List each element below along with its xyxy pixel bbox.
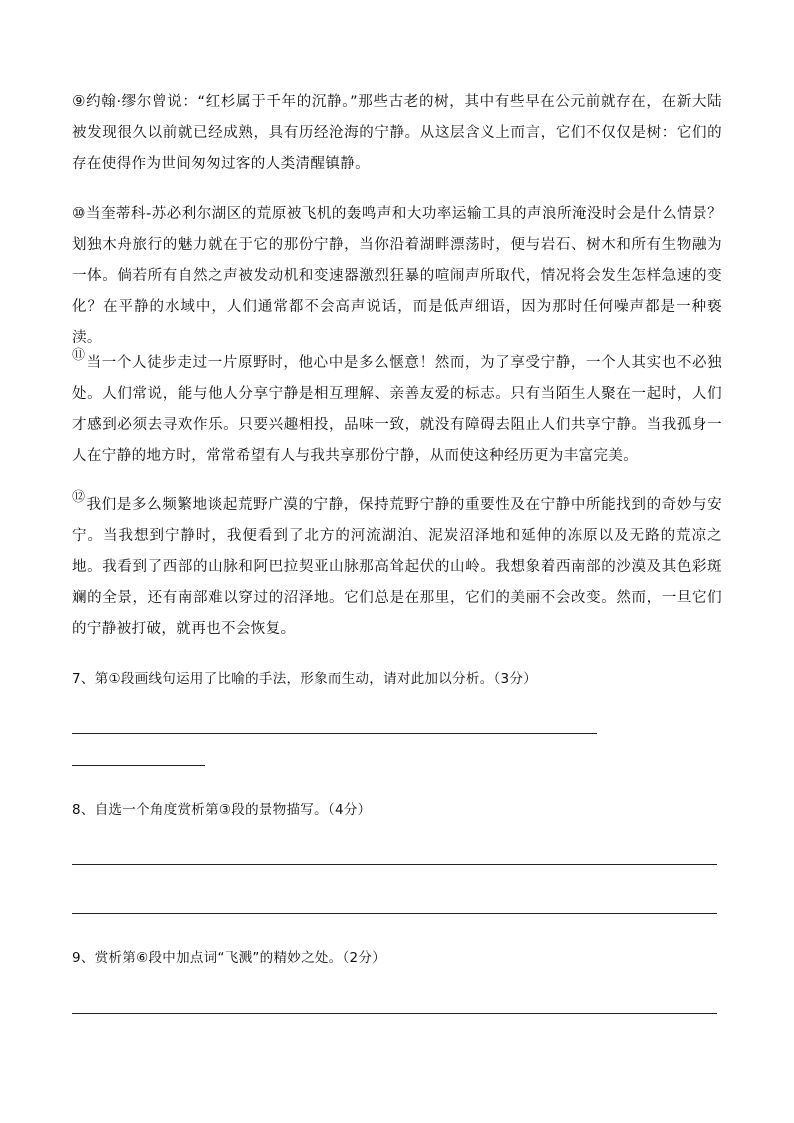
answer-line[interactable] bbox=[72, 765, 205, 766]
paragraph-text: 我们是多么频繁地谈起荒野广漠的宁静，保持荒野宁静的重要性及在宁静中所能找到的奇妙与安宁。当我想到宁静时，我便看到了北方的河流湖泊、泥炭沼泽地和延伸的冻原以及无路的荒凉之地。我看到了西部的山脉和阿巴拉契亚山脉那高耸起伏的山岭。我想象着西南部的沙漠及其色彩斑斓的全景，还有南部难以穿过的沼泽地。它们总是在那里，它们的美丽不会改变。然而，一旦它们的宁静被打破，就再也不会恢复。 bbox=[72, 497, 723, 637]
paragraph-marker: ⑩ bbox=[72, 204, 86, 222]
paragraph-marker: ⑪ bbox=[72, 348, 86, 363]
question-9: 9、赏析第⑥段中加点词“飞溅”的精妙之处。（2分） bbox=[72, 950, 387, 966]
paragraph-marker: ⑨ bbox=[72, 92, 87, 110]
paragraph-text: 当奎蒂科-苏必利尔湖区的荒原被飞机的轰鸣声和大功率运输工具的声浪所淹没时会是什么情景？划独木舟旅行的魅力就在于它的那份宁静，当你沿着湖畔漂荡时，便与岩石、树木和所有生物融为一体。倘若所有自然之声被发动机和变速器激烈狂暴的喧闹声所取代，情况将会发生怎样急速的变化？在平静的水域中，人们通常都不会高声说话，而是低声细语，因为那时任何噪声都是一种亵渎。 bbox=[72, 206, 722, 346]
paragraph-11 bbox=[72, 340, 722, 472]
question-8: 8、自选一个角度赏析第③段的景物描写。（4分） bbox=[72, 802, 372, 818]
paragraph-marker: ⑫ bbox=[72, 490, 86, 505]
answer-line[interactable] bbox=[72, 733, 597, 734]
paragraph-10 bbox=[72, 198, 722, 354]
answer-line[interactable] bbox=[72, 1013, 717, 1014]
paragraph-text: 约翰·缪尔曾说：“红杉属于千年的沉静。”那些古老的树，其中有些早在公元前就存在，在新大陆被发现很久以前就已经成熟，具有历经沧海的宁静。从这层含义上而言，它们不仅仅是树：它们的存在使得作为世间匆匆过客的人类清醒镇静。 bbox=[72, 94, 722, 172]
paragraph-12 bbox=[72, 482, 722, 645]
answer-line[interactable] bbox=[72, 864, 717, 865]
answer-line[interactable] bbox=[72, 913, 717, 914]
paragraph-9 bbox=[72, 86, 722, 180]
paragraph-text: 当一个人徒步走过一片原野时，他心中是多么惬意！然而，为了享受宁静，一个人其实也不必独处。人们常说，能与他人分享宁静是相互理解、亲善友爱的标志。只有当陌生人聚在一起时，人们才感到必须去寻欢作乐。只要兴趣相投，品味一致，就没有障碍去阻止人们共享宁静。当我孤身一人在宁静的地方时，常常希望有人与我共享那份宁静，从而使这种经历更为丰富完美。 bbox=[72, 355, 723, 464]
question-7: 7、第①段画线句运用了比喻的手法，形象而生动，请对此加以分析。（3分） bbox=[72, 671, 538, 687]
